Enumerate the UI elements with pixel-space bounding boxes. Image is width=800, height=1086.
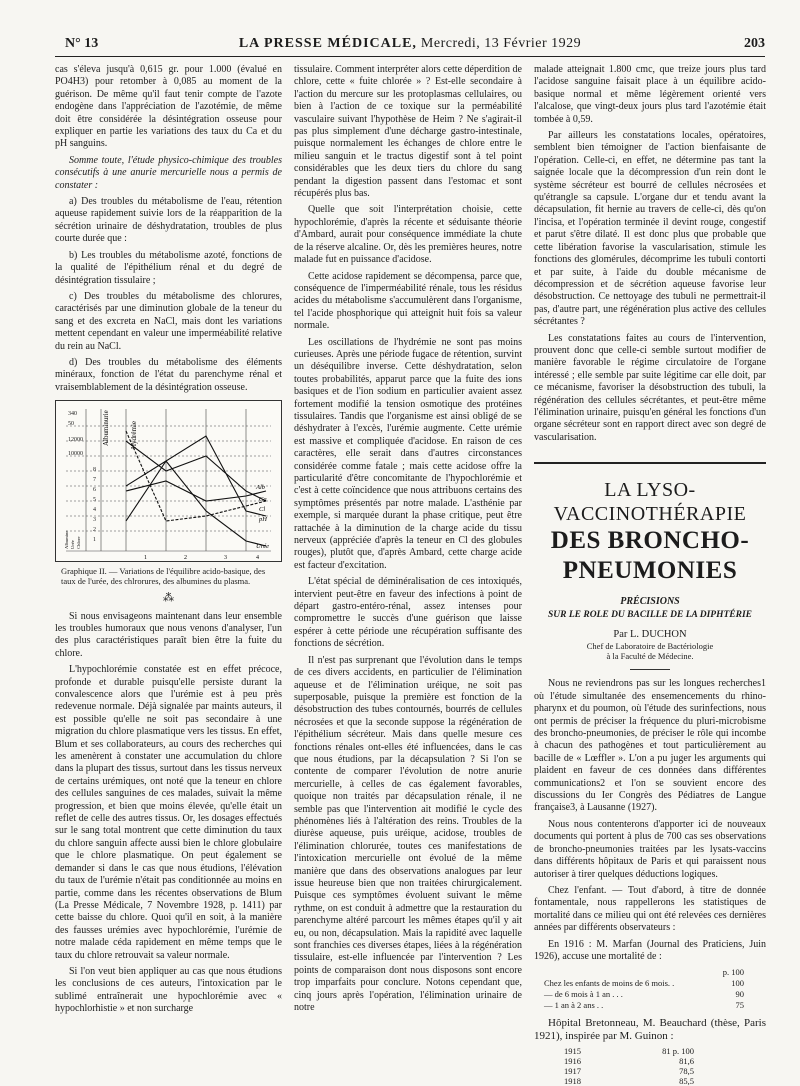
svg-text:Urée: Urée [256, 543, 269, 551]
svg-text:Urée: Urée [70, 540, 75, 550]
paragraph: Nous ne reviendrons pas sur les longues recherches1 où l'étude simultanée des ensemencements du rhino-pharynx et du poumon, où l'étude des surinfections, nous ont permis de préciser la fréquence du pluri-microbisme des broncho-pneumonies, de préciser le rôle qui incombe à chacun des pathogènes et tout particulièrement au bacille de « Lœffler ». L'on a pu juger les arguments qui plaident en faveur de ces données dans différentes communications2 et l'on se souvient encore des discussions du Ier Congrès des Pédiatres de Langue française3, à Lausanne (1927). [534, 678, 766, 814]
paragraph: Les constatations faites au cours de l'intervention, prouvent donc que celle-ci semble surtout modifier de manière favorable le régime circulatoire de l'organe intéressé ; elle semble par suite légitime car elle doit, par ce mécanisme, favoriser la désobstruction des tubuli, la régénération des cellules sécrétantes, et peut-être même l'élimination urinaire, puisqu'en général les fonctions d'un organe sécréteur sont en rapport direct avec son degré de vascularisation. [534, 332, 766, 443]
paragraph: Chez l'enfant. — Tout d'abord, à titre de donnée fontamentale, nous rappellerons les statistiques de mortalité dans ce milieu qui ont été relevées ces dernières années par différents observateurs : [534, 884, 766, 934]
column-2 [294, 64, 522, 1018]
paragraph: L'état spécial de déminéralisation de ces intoxiqués, intervient peut-être en faveur des infections à point de départ gastro-entéro-rénal, assez intenses pour compromettre le succès d'une guérison que laisse espérer à cette période une récupération suffisante des fonctions de sécrétion. [294, 576, 522, 650]
y-ticks [68, 411, 96, 543]
svg-text:8: 8 [93, 467, 96, 474]
mortality-table-2 [564, 1046, 766, 1086]
table-row: — de 6 mois à 1 an . . . 90 [544, 989, 744, 1000]
paragraph: d) Des troubles du métabolisme des éléments minéraux, fonction de l'état du parenchyme rénal et vraisemblablement de la désintégration osseuse. [55, 356, 282, 393]
paragraph: Hôpital Bretonneau, M. Beauchard (thèse, Paris 1921), inspirée par M. Guinon : [534, 1017, 766, 1042]
table-row: 1918 85,5 [564, 1076, 694, 1086]
label-albuminurie: Albuminurie [102, 410, 110, 447]
svg-text:1: 1 [144, 555, 147, 562]
curve-uree [126, 461, 266, 546]
author-affiliation-1: Chef de Laboratoire de Bactériologie [586, 641, 714, 652]
table-unit: p. 100 [722, 967, 744, 978]
paragraph: Somme toute, l'étude physico-chimique des troubles consécutifs à une anurie mercurielle nous a permis de constater : [55, 154, 282, 191]
svg-text:pH: pH [259, 516, 267, 524]
svg-text:6: 6 [93, 487, 96, 494]
table-row: 1916 81,6 [564, 1056, 694, 1067]
divider [630, 669, 670, 670]
svg-text:4: 4 [256, 555, 259, 562]
page-number: 203 [744, 36, 765, 51]
journal-title [55, 36, 765, 52]
svg-text:2: 2 [184, 555, 187, 562]
issue-date: Mercredi, 13 Février 1929 [416, 36, 582, 51]
article-author: Par L. DUCHON [613, 629, 687, 640]
svg-text:2: 2 [93, 527, 96, 534]
section-separator: ⁂ [163, 592, 174, 605]
paragraph: b) Les troubles du métabolisme azoté, fonctions de la qualité de l'épithélium rénal et du degré de désintégration tissulaire ; [55, 249, 282, 286]
table-row: — 1 an à 2 ans . . 75 [544, 1000, 744, 1011]
label-hydremie: Hydrémie [130, 421, 138, 450]
table-row: 1915 81 p. 100 [564, 1046, 694, 1057]
svg-text:10000: 10000 [68, 451, 83, 458]
article-title-line-1: LA LYSO-VACCINOTHÉRAPIE [553, 479, 747, 526]
paragraph: Nous nous contenterons d'apporter ici de nouveaux documents qui portent à plus de 700 cas ses observations de broncho-pneumonies traitées par les lysats-vaccins dans différents hôpitaux de Paris et qui paraissent nous autoriser à tirer quelques déductions logiques. [534, 818, 766, 880]
paragraph: cas s'éleva jusqu'à 0,615 gr. pour 1.000 (évalué en PO4H3) pour retomber à 0,085 au moment de la guérison. De même qu'il faut tenir compte de l'azote endogène dans l'appréciation de l'azotémie, de même doit être considérée la désintégration osseuse pour expliquer en partie les variations des taux du Ca et du pH sanguins. [55, 64, 282, 150]
svg-text:Alb: Alb [256, 484, 266, 492]
paragraph: c) Des troubles du métabolisme des chlorures, caractérisés par une diminution globale de la teneur du sang et des excreta en NaCl, mais dont les variations mettent cependant en valeur une imperméabilité relative du rein au NaCl. [55, 290, 282, 352]
article-heading [534, 462, 766, 670]
paragraph: Quelle que soit l'interprétation choisie, cette hypochlorémie, d'après la récente et séduisante théorie d'Ambard, aurait pour conséquence immédiate la chute de la réserve alcaline. Or, dès les premières heures, notre malade fut en puissance d'acidose. [294, 204, 522, 266]
svg-text:3: 3 [93, 517, 96, 524]
journal-name: LA PRESSE MÉDICALE, [238, 36, 417, 51]
svg-text:3: 3 [224, 555, 227, 562]
x-ticks [144, 555, 259, 561]
article-subtitle: PRÉCISIONS [620, 596, 680, 608]
svg-text:340: 340 [68, 411, 77, 418]
paragraph: a) Des troubles du métabolisme de l'eau, rétention aqueuse rapidement suivie lors de la réapparition de la sécrétion urinaire de déshydratation, troubles de plus courte durée que : [55, 196, 282, 245]
svg-text:12000: 12000 [68, 437, 83, 444]
row-labels [64, 531, 81, 549]
table-row: Chez les enfants de moins de 6 mois. . 100 [544, 978, 744, 989]
graph-svg [56, 401, 281, 561]
paragraph: Cette acidose rapidement se décompensa, parce que, conséquence de l'imperméabilité rénale, tous les résidus acides du métabolisme s'accumulèrent dans l'organisme, tel l'acide phosphorique qui atteignit huit fois sa valeur normale. [294, 270, 522, 332]
column-1 [55, 64, 282, 1020]
svg-text:5: 5 [93, 497, 96, 504]
svg-text:4: 4 [93, 507, 96, 514]
mortality-table-1 [544, 967, 766, 1011]
graph-grid [66, 409, 271, 551]
svg-text:Ca: Ca [259, 496, 267, 504]
issue-number: N° 13 [65, 36, 99, 51]
svg-text:50: 50 [68, 421, 74, 428]
author-affiliation-2: à la Faculté de Médecine. [606, 651, 694, 662]
page-header [55, 36, 765, 57]
curve-labels [255, 484, 269, 550]
paragraph: L'hypochlorémie constatée est en effet précoce, profonde et durable puisqu'elle persiste durant la convalescence alors que l'urémie est à peu près redevenue normale. Déjà signalée par maints auteurs, il est possible qu'elle ne soit pas secondaire à une migration du chlore plasmatique vers les tissus. En effet, Blum et ses collaborateurs, au cours des recherches qui les amenèrent à constater une accumulation du chlore dans la plupart des tissus, surtout dans les tissus nerveux de certains urémiques, ont noté que la teneur en chlore des cellules sanguines de ces malades, suivait la même progression, et bien que moins élevée, qu'elle était un reflet de celle des autres tissus. Or, les dosages effectués sur le sang total montrent que cette diminution du taux du chlore sanguin affecte aussi bien le chlore globulaire que le chlore plasmatique. On peut également se demander si dans le cas que nous étudions, l'élévation du taux de l'urémie n'était pas conditionnée au moins en partie, comme dans les récentes observations de Blum (La Presse Médicale, 7 Novembre 1928, p. 1411) par cette baisse du chlore. Quoi qu'il en soit, à la manière des fausses urémies avec hypochlorémie, l'urémie de notre malade céda rapidement en même temps que le taux du chlore retrouvait sa valeur normale. [55, 664, 282, 961]
article-title-line-2: DES BRONCHO-PNEUMONIES [550, 527, 750, 585]
paragraph: Il n'est pas surprenant que l'évolution dans le temps de ces divers accidents, en particulier de l'élimination aqueuse et de l'élimination uréique, ne soit pas superposable, puisque la première est fonction de la désobstruction des tubes contournés, bourrés de cellules nécrosées et que la seconde suppose la régénération de l'épithélium sécréteur. Mais dans quelle mesure ces fonctions rénales ont-elles été influencées, dans le cas que nous étudions, par la décapsulation ? Si l'on se contente de comparer l'évolution de notre anurie mercurielle, à celles de cas également favorables, quoique non traités par décapsulation rénale, il ne semble pas que l'intervention ait modifié le cycle des phénomènes liés à l'altération des reins. Troubles de la diurèse aqueuse, puis uréique, acidose, troubles de l'élimination chlorurée, toutes ces manifestations de l'intoxication mercurielle ont évolué de la même manière que dans des observations analogues par leur issue heureuse bien que non traitées chirurgicalement. Puisque ces symptômes évoluent suivant le même rythme, on est conduit à admettre que la restauration du parenchyme altéré parcourt les mêmes étapes qu'il y ait eu, ou non, décapsulation. Mais la rapidité avec laquelle sont franchies ces diverses étapes, liées à la régénération tissulaire, est-elle influencée par l'intervention ? Les points de comparaison dont nous disposons sont encore trop imparfaits pour conclure. Notons cependant que, cinq jours après l'opération, l'élimination urinaire de notre [294, 654, 522, 1014]
paragraph: Si nous envisageons maintenant dans leur ensemble les troubles humoraux que nous venons d'analyser, l'un des plus caractéristiques paraît bien être la fuite du chlore. [55, 610, 282, 659]
paragraph: En 1916 : M. Marfan (Journal des Praticiens, Juin 1926), accuse une mortalité de : [534, 938, 766, 962]
figure-caption: Graphique II. — Variations de l'équilibre acido-basique, des taux de l'urée, des chlrorures, des albumines du plasma. [61, 566, 266, 587]
paragraph: malade atteignait 1.800 cmc, que treize jours plus tard l'acidose sanguine faisait place à un équilibre acido-basique normal et même légèrement orienté vers l'alcalose, que vingt-deux jours plus tard l'azotémie était tombée à 0,59. [534, 64, 766, 125]
article-subtitle-2: SUR LE ROLE DU BACILLE DE LA DIPHTÉRIE [547, 609, 753, 620]
svg-text:Chlore: Chlore [76, 536, 81, 550]
svg-text:Cl: Cl [259, 506, 266, 514]
svg-text:Albumine: Albumine [64, 530, 69, 550]
paragraph: Si l'on veut bien appliquer au cas que nous étudions les conclusions de ces auteurs, l'intoxication par le sublimé entraînerait une hypochlorémie avec « hypochlorhistie » et non surcharge [55, 965, 282, 1015]
paragraph: Par ailleurs les constatations locales, opératoires, semblent bien témoigner de l'action bienfaisante de l'opération. Celle-ci, en effet, ne détermine pas tant la saignée locale que la décompression d'un rein dont le système sécréteur est bourré de cellules nécrosées et qu'étrangle sa capsule. L'organe dur et tendu avant la décapsulation, fit hernie au travers de celle-ci, dès qu'on l'incisa, et l'opération terminée il devint rouge, congestif et parut s'être dilaté. Il est donc plus que probable que cette libération favorise la vascularisation, stimule les fonctions des glomérules, décomprime les tubuli contorti et par suite, à l'aide du double mécanisme de décompression et de sécrétion aqueuse favorise leur désobstruction. Ce nettoyage des tubuli ne permettrait-il pas, d'autre part, une régénération plus active des cellules sécrétantes ? [534, 130, 766, 328]
figure-graph [55, 400, 282, 562]
svg-text:1: 1 [93, 537, 96, 544]
svg-text:7: 7 [93, 477, 96, 484]
curve-ph [126, 431, 267, 524]
paragraph: tissulaire. Comment interpréter alors cette déperdition de chlore, cette « fuite chlorée » ? Est-elle secondaire à l'action du mercure sur les protoplasmas cellulaires, ou bien à l'action de ce toxique sur la perméabilité vasculaire suivant l'hypothèse de Heim ? Ne s'agirait-il pas plus simplement d'une décharge gastro-intestinale, puisque normalement les échanges de chlore entre le milieu sanguin et le tractus digestif sont à tel point considérables que les deux tiers du chlore du sang pendant la digestion passent dans l'estomac et sont récupérés plus bas. [294, 64, 522, 200]
table-row: 1917 78,5 [564, 1066, 694, 1077]
column-3 [534, 64, 766, 1086]
paragraph: Les oscillations de l'hydrémie ne sont pas moins curieuses. Après une période fugace de rétention, survint un déséquilibre inverse. Cette déshydratation, selon toutes probabilités, apparut parce que la fuite des ions basiques et de l'ion sodium en particulier avaient assez fortement modifié la tension osmotique des protéines tissulaires. Tandis que l'organisme est ainsi obligé de se déshydrater à l'excès, l'urémie augmente. Cette urémie est massive et compliquée d'acidose. En raison de ces caractères, elle serait dans d'autres circonstances considérée comme fatale ; mais cette acidose offre la particularité d'être concomitante de l'hypochlorémie et c'est à cette coïncidence que nous attribuons certains des symptômes présentés par notre malade. L'asthénie par exemple, si marquée durant la phase critique, peut être rattachée à la diminution de la charge acide du tissu nerveux (appréciée d'après la teneur en Cl des globules rouges), plutôt que, d'après Ambard, cette charge acide est facteur d'excitation. [294, 336, 522, 571]
graph-curves [126, 431, 266, 546]
